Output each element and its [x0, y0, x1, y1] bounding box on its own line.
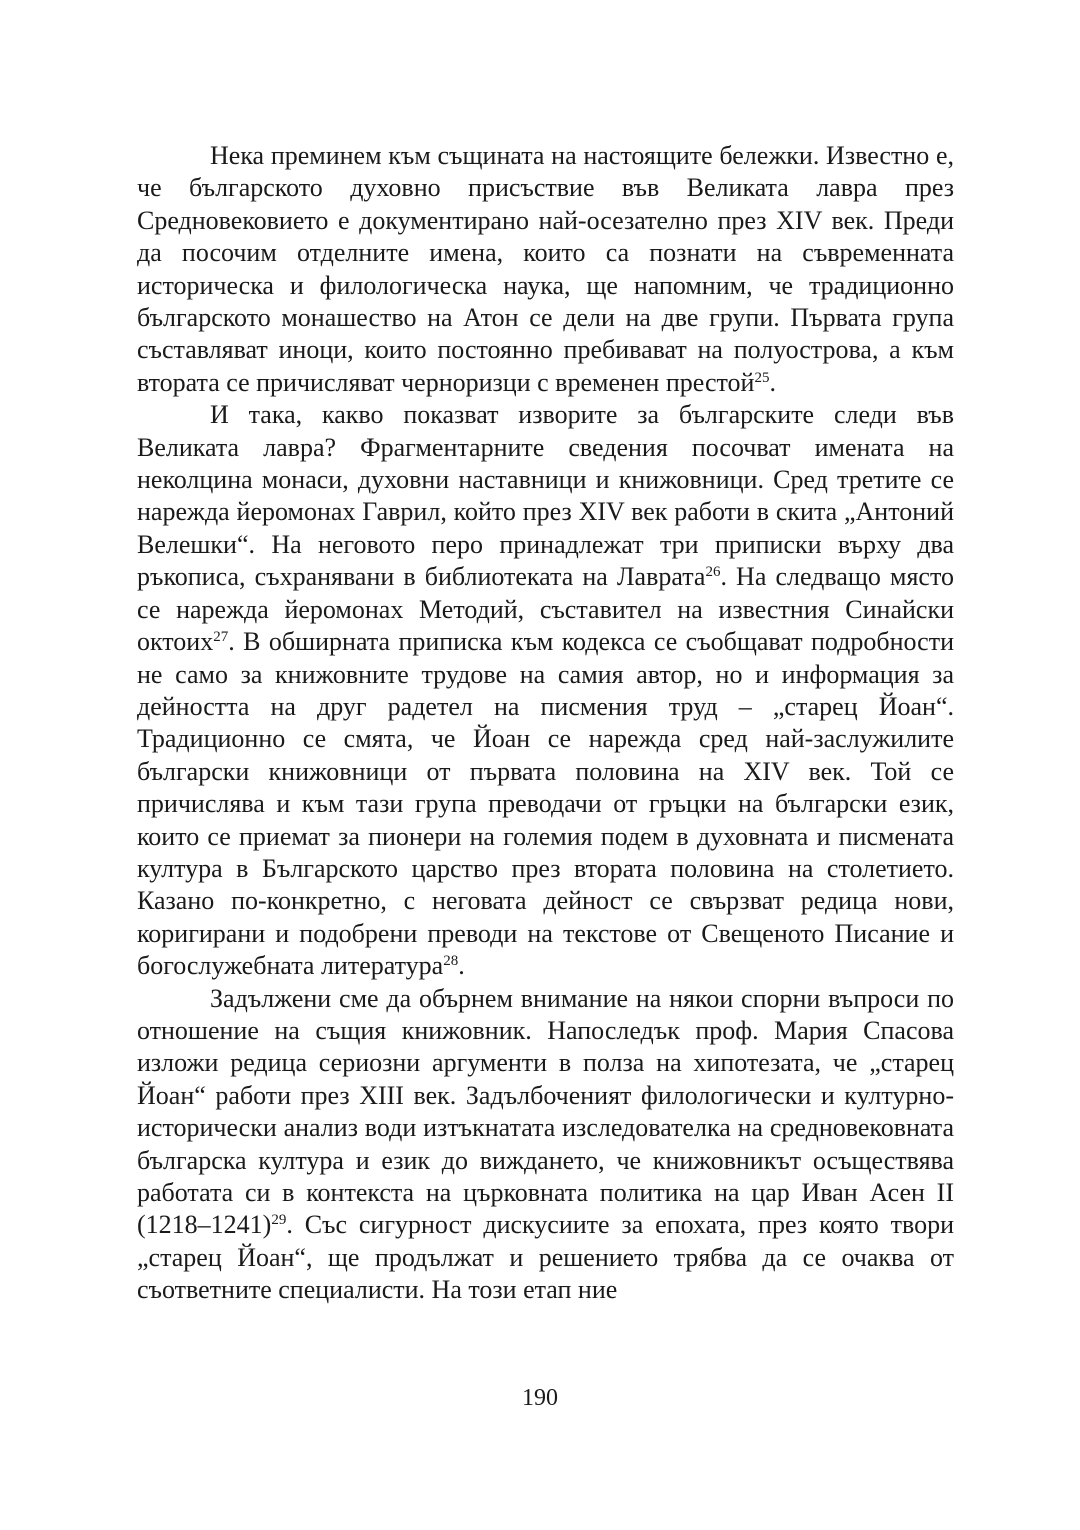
paragraph-1-tail: . [769, 367, 776, 397]
footnote-ref-26[interactable]: 26 [705, 564, 721, 581]
paragraph-3-seg-1: Задължени сме да обърнем внимание на някои спорни въпроси по отношение на същия книжовник. Напоследък проф. Мария Спасова изложи редица сериозни аргументи в полза на хипотезата, че „старец Йоан“ работи през XIII век. Задълбоченият филологически и културно-исторически анализ води изтъкнатата изследователка на средновековната българска култура и език до виждането, че книжовникът осъществява работата си в контекста на църковната политика на цар Иван Асен II (1218–1241) [137, 983, 954, 1240]
paragraph-2-seg-1: И така, какво показват изворите за българските следи във Великата лавра? Фрагментарните сведения посочват имената на неколцина монаси, духовни наставници и книжовници. Сред третите се нарежда йеромонах Гаврил, който през XIV век работи в скита „Антоний Велешки“. На неговото перо принадлежат три приписки върху два ръкописа, съхранявани в библиотеката на Лаврата [137, 400, 954, 592]
footnote-ref-28[interactable]: 28 [443, 953, 459, 970]
paragraph-3-seg-2: . Със сигурност дискусиите за епохата, през която твори „старец Йоан“, ще продължат и решението трябва да се очаква от съответните специалисти. На този етап ние [137, 1210, 954, 1305]
footnote-ref-29[interactable]: 29 [271, 1212, 287, 1229]
footnote-ref-27[interactable]: 27 [213, 629, 229, 646]
body-text [137, 140, 954, 1307]
paragraph-1 [137, 140, 954, 399]
paragraph-2-seg-2: . На следващо място се нарежда йеромонах Методий, съставител на известния Синайски октоих [137, 562, 954, 657]
paragraph-2 [137, 399, 954, 982]
paragraph-3 [137, 983, 954, 1307]
paragraph-2-seg-4: . [458, 951, 465, 981]
paragraph-2-seg-3: . В обширната приписка към кодекса се съобщават подробности не само за книжовните трудове на самия автор, но и информация за дейността на друг радетел на писмения труд – „старец Йоан“. Традиционно се смята, че Йоан се нарежда сред най-заслужилите български книжовници от първата половина на XIV век. Той се причислява и към тази група преводачи от гръцки на български език, които се приемат за пионери на големия подем в духовната и писмената култура в Българското царство през втората половина на столетието. Казано по-конкретно, с неговата дейност се свързват редица нови, коригирани и подобрени преводи на текстове от Свещеното Писание и богослужебната литература [137, 627, 954, 981]
footnote-ref-25[interactable]: 25 [754, 369, 770, 386]
paragraph-1-text: Нека преминем към същината на настоящите бележки. Известно е, че българското духовно присъствие във Великата лавра през Средновековието е документирано най-осезателно през XIV век. Преди да посочим отделните имена, които са познати на съвременната историческа и филологическа наука, ще напомним, че традиционно българското монашество на Атон се дели на две групи. Първата група съставляват иноци, които постоянно пребивават на полуострова, а към втората се причисляват черноризци с временен престой [137, 141, 954, 397]
page-number: 190 [522, 1385, 558, 1411]
